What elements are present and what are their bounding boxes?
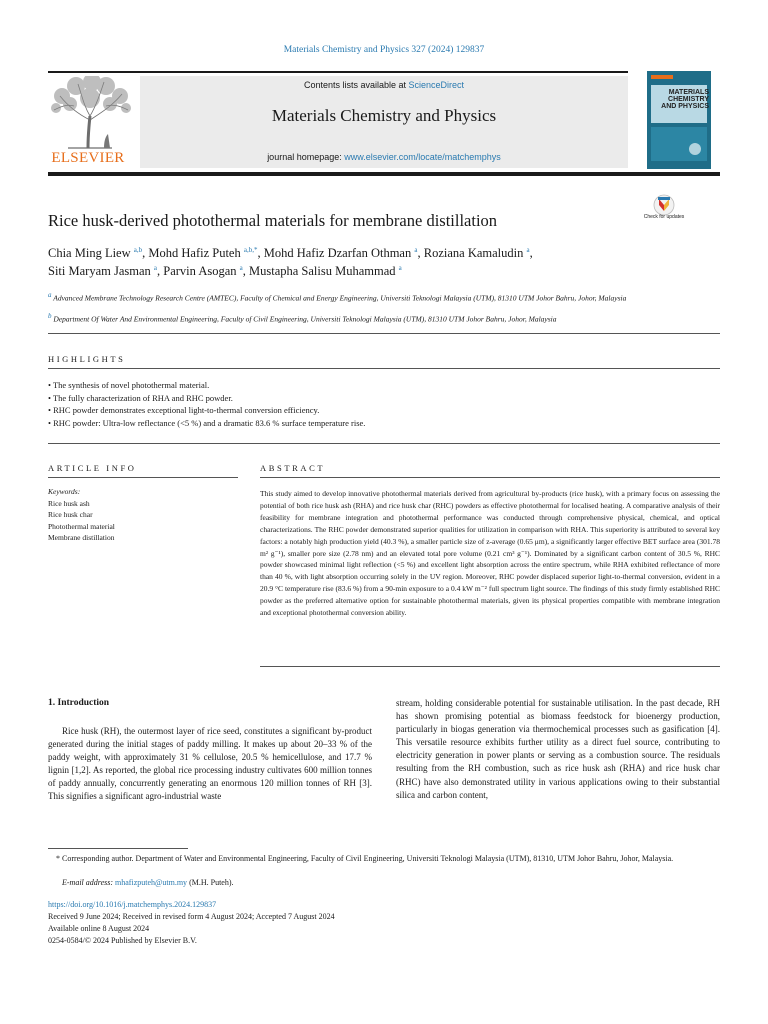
introduction-column-2: stream, holding considerable potential for sustainable utilisation. In the past decade, RH has shown promising potential as biomass feedstock for bioenergy production, particularly in biogas generation via thermochemical processes such as gasification [4]. This versatile resource exhibits further utility as a direct fuel source, contributing to electricity generation in power plants or serving as a combustion source. The residuals resulting from the RH combustion, such as rice husk ash (RHA) and rice husk char (RHC) have also demonstrated utility in various applications owing to their substantial silica and carbon content,	[396, 698, 720, 800]
email-link[interactable]: mhafizputeh@utm.my	[115, 878, 188, 887]
email-line	[62, 878, 234, 887]
contents-prefix: Contents lists available at	[303, 80, 409, 90]
author-affiliation-marker[interactable]: a,b	[133, 246, 143, 254]
masthead-top-rule	[48, 71, 628, 73]
author-separator: ,	[257, 246, 264, 261]
email-label: E-mail address:	[62, 878, 116, 887]
journal-cover-thumbnail[interactable]	[647, 71, 711, 169]
homepage-prefix: journal homepage:	[267, 152, 345, 162]
authors-line-1	[48, 246, 533, 261]
copyright: 0254-0584/© 2024 Published by Elsevier B.V.	[48, 936, 197, 945]
article-info-heading: ARTICLE INFO	[48, 463, 137, 473]
journal-title: Materials Chemistry and Physics	[271, 106, 497, 125]
keyword-item: Photothermal material	[48, 521, 115, 531]
keyword-item: Membrane distillation	[48, 532, 115, 542]
highlight-item: • RHC powder: Ultra-low reflectance (<5 %) and a dramatic 83.6 % surface temperature rise.	[48, 417, 366, 428]
keyword-item: Rice husk ash	[48, 499, 90, 508]
doi-link[interactable]: https://doi.org/10.1016/j.matchemphys.2024.129837	[48, 900, 217, 909]
sciencedirect-link[interactable]: ScienceDirect	[408, 80, 465, 90]
highlight-item: • The synthesis of novel photothermal material.	[48, 380, 210, 390]
author-affiliation-marker[interactable]: a,b,*	[243, 246, 258, 254]
author-name[interactable]: Mohd Hafiz Dzarfan Othman	[263, 246, 415, 261]
elsevier-tree-icon	[48, 76, 132, 150]
check-updates-label: Check for updates	[643, 214, 685, 220]
cover-art-icon	[647, 71, 711, 169]
divider	[48, 477, 238, 478]
author-name[interactable]: Roziana Kamaludin	[423, 246, 527, 261]
author-affiliation-marker[interactable]: a	[526, 246, 530, 254]
divider	[48, 443, 720, 444]
received-dates: Received 9 June 2024; Received in revised form 4 August 2024; Accepted 7 August 2024	[48, 912, 335, 921]
corresponding-author-note: * Corresponding author. Department of Water and Environmental Engineering, Faculty of Civil Engineering, Universiti Teknologi Malaysia (UTM), 81310, UTM Johor Bahru, Johor, Malaysia.	[56, 854, 674, 863]
keywords-list	[48, 498, 115, 543]
author-affiliation-marker[interactable]: a	[239, 264, 243, 272]
cover-title: MATERIALS CHEMISTRY AND PHYSICS	[661, 89, 709, 110]
keywords-label: Keywords:	[48, 487, 81, 496]
author-name[interactable]: Parvin Asogan	[163, 264, 240, 279]
email-suffix: (M.H. Puteh).	[187, 878, 234, 887]
affiliation-marker-a: a	[48, 291, 52, 299]
elsevier-wordmark: ELSEVIER	[51, 150, 125, 166]
author-affiliation-marker[interactable]: a	[398, 264, 402, 272]
abstract-text: This study aimed to develop innovative photothermal materials derived from agricultural by-products (rice husk), with a primary focus on assessing the potential of both rice husk ash (RHA) and rice husk char (RHC) powders as effective photothermal for localised heating. A comparative analysis of their feasibility for membrane integration and photothermal performance was conducted through comprehensive physical, chemical, and optical characterizations. The RHC powder demonstrated superior qualities for utilization in comparison with RHA. This superiority is attributed to several key factors: a notably high production yield (40.3 %), a smaller particle size of z-average (0.65 μm), a significantly larger effective BET surface area (301.78 m² g⁻¹), smaller pore size (2.78 nm) and an elevated total pore volume (0.21 cm³ g⁻¹). Dominated by a significant carbon content of 30.5 %, RHC powder showcased minimal light reflection (<5 %) and excellent light absorption across the entire spectrum, while RHA exhibited reflectance of more than 40 %, with light absorption occurring solely in the UV region. Moreover, RHC powder displaced superior light-to-thermal conversion, evident in a 20.9 °C temperature rise (83.6 %) from a 90-min exposure to a 0.4 kW m⁻² full spectrum light source. The findings of this study firmly established RHC powder as the preferred alternative option for sustainable photothermal materials, given its physical properties compatible with membrane integration and exceptional photothermal conversion ability.	[260, 489, 720, 618]
highlight-item: • The fully characterization of RHA and RHC powder.	[48, 392, 233, 403]
abstract-heading: ABSTRACT	[260, 463, 326, 473]
affiliation-a	[48, 290, 628, 304]
divider	[260, 477, 720, 478]
author-name[interactable]: Chia Ming Liew	[48, 246, 134, 261]
introduction-heading: 1. Introduction	[48, 698, 110, 708]
masthead-bottom-rule	[48, 172, 720, 176]
article-title: Rice husk-derived photothermal materials for membrane distillation	[48, 211, 498, 230]
journal-reference[interactable]: Materials Chemistry and Physics 327 (2024) 129837	[283, 45, 485, 55]
author-separator: ,	[529, 246, 533, 261]
author-separator: ,	[142, 246, 149, 261]
highlights-list	[48, 379, 720, 429]
highlight-item: • RHC powder demonstrates exceptional light-to-thermal conversion efficiency.	[48, 405, 320, 416]
divider	[48, 368, 720, 369]
affiliation-a-text: Advanced Membrane Technology Research Centre (AMTEC), Faculty of Chemical and Energy Engineering, Universiti Teknologi Malaysia (UTM), 81310 UTM Johor Bahru, Johor, Malaysia	[53, 293, 627, 303]
contents-line	[140, 80, 628, 90]
highlights-heading: HIGHLIGHTS	[48, 354, 126, 364]
check-for-updates-button[interactable]	[646, 194, 682, 228]
authors-line-2	[48, 264, 402, 279]
author-affiliation-marker[interactable]: a	[153, 264, 157, 272]
affiliation-b-text: Department Of Water And Environmental Engineering, Faculty of Civil Engineering, Universiti Teknologi Malaysia (UTM), 81310 UTM Johor Bahru, Johor, Malaysia	[53, 314, 557, 324]
author-name[interactable]: Mohd Hafiz Puteh	[148, 246, 244, 261]
check-updates-icon	[646, 194, 682, 216]
author-name[interactable]: Mustapha Salisu Muhammad	[249, 264, 399, 279]
footnote-rule	[48, 848, 188, 849]
available-online: Available online 8 August 2024	[48, 924, 150, 933]
author-separator: ,	[157, 264, 164, 279]
journal-homepage-link[interactable]: www.elsevier.com/locate/matchemphys	[344, 152, 501, 162]
author-name[interactable]: Siti Maryam Jasman	[48, 264, 154, 279]
publication-info	[48, 899, 335, 947]
divider	[260, 666, 720, 667]
author-separator: ,	[242, 264, 249, 279]
affiliation-marker-b: b	[48, 312, 52, 320]
keyword-item: Rice husk char	[48, 510, 93, 520]
author-separator: ,	[417, 246, 424, 261]
divider	[48, 333, 720, 334]
author-affiliation-marker[interactable]: a	[414, 246, 418, 254]
introduction-column-1: Rice husk (RH), the outermost layer of rice seed, constitutes a significant by-product generated during the initial stages of paddy milling. It makes up about 20–33 % of the paddy weight, with approximately 31 % cellulose, 20.5 % hemicellulose, and 17.7 % lignin [1,2]. As reported, the global rice processing industry cultivates 600 million tonnes of paddy annually, concurrently generating an enormous 120 million tonnes of RH [3]. This signifies a significant agro-industrial waste	[48, 726, 372, 802]
homepage-line	[140, 152, 628, 162]
affiliation-b	[48, 312, 648, 324]
